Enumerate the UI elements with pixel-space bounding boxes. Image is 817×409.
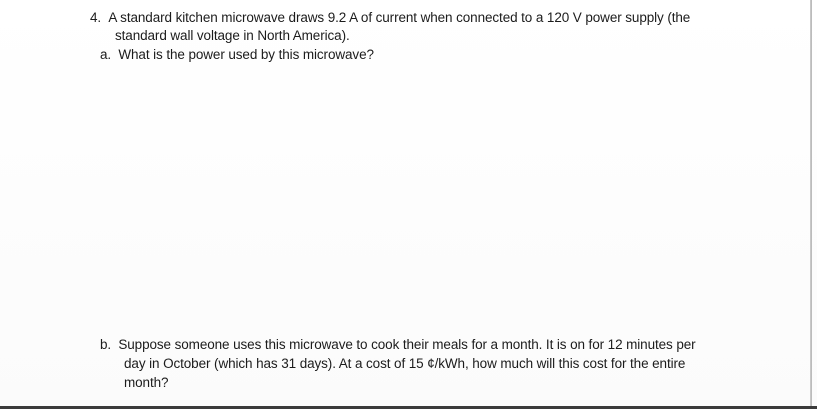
question-4-line-1	[90, 9, 690, 26]
part-b-text-line-3: month?	[124, 375, 169, 390]
part-b-line-3	[124, 374, 168, 391]
question-number: 4.	[90, 10, 102, 25]
part-b-text-line-1: Suppose someone uses this microwave to cook their meals for a month. It is on for 12 minutes per	[118, 337, 696, 352]
page-right-edge	[810, 0, 812, 409]
part-b-label: b.	[100, 337, 112, 352]
part-b-text-line-2: day in October (which has 31 days). At a cost of 15 ¢/kWh, how much will this cost for the entire	[124, 356, 686, 371]
part-a-label: a.	[100, 47, 112, 62]
question-text-line-1: A standard kitchen microwave draws 9.2 A of current when connected to a 120 V power supply (the	[108, 10, 691, 25]
part-b-line-1	[100, 336, 696, 353]
question-text-line-2: standard wall voltage in North America).	[115, 28, 350, 43]
part-b-line-2	[124, 355, 685, 372]
part-a	[100, 46, 374, 63]
question-4-line-2	[115, 27, 350, 44]
part-a-text: What is the power used by this microwave?	[118, 47, 374, 62]
